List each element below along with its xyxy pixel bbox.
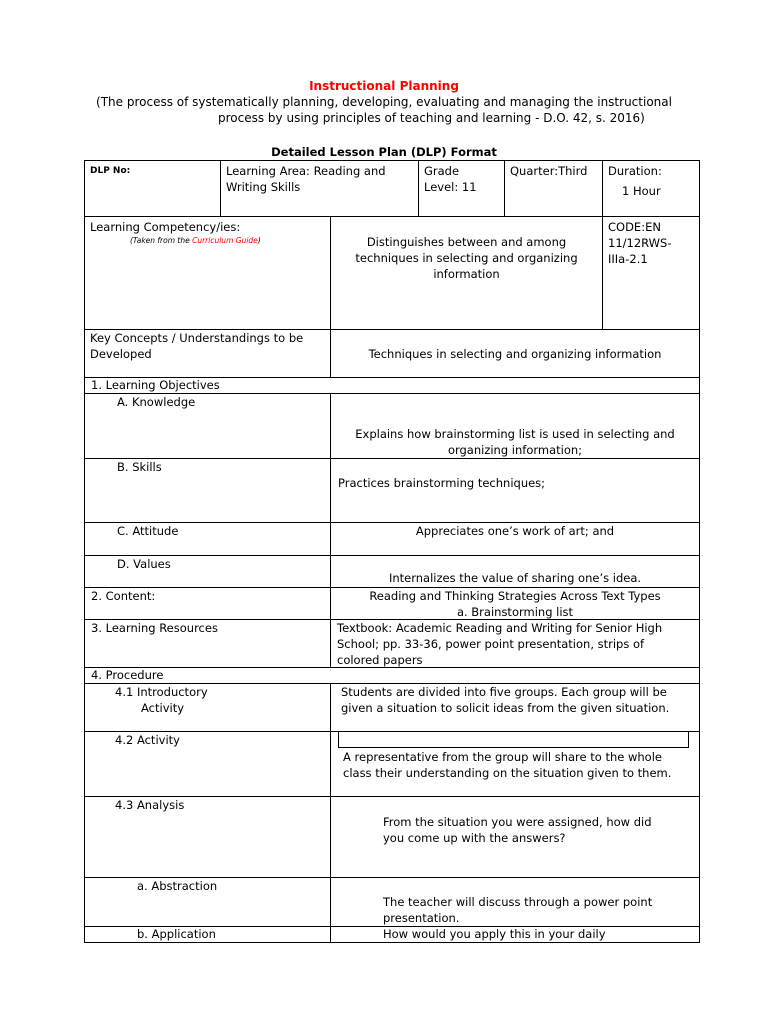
key-concepts-text-cell [330,329,700,378]
abstraction-label-cell [84,877,331,927]
application-text-cell [330,926,700,943]
learning-area-line-2: Writing Skills [226,180,301,194]
attitude-label: C. Attitude [117,524,179,538]
abstraction-label: a. Abstraction [137,879,218,893]
values-text-cell [330,555,700,588]
grade-cell [418,160,505,217]
grade-line-2: Level: 11 [424,180,477,194]
knowledge-label-cell [84,393,331,459]
key-concepts-label-line-1: Key Concepts / Understandings to be [90,331,304,345]
subtitle-line-1: (The process of systematically planning, developing, evaluating and managing the instructional [96,95,672,109]
learning-objectives-heading-cell [84,377,700,394]
activity-label: 4.2 Activity [115,733,180,747]
application-label-cell [84,926,331,943]
resources-text-line-2: School; pp. 33-36, power point presentation, strips of [337,637,645,651]
procedure-heading: 4. Procedure [91,668,164,682]
learning-area-line-1: Learning Area: Reading and [226,164,386,178]
table-title: Detailed Lesson Plan (DLP) Format [271,145,497,159]
activity-inner-box [338,731,689,748]
duration-label: Duration: [608,164,662,178]
attitude-text-cell [330,522,700,556]
skills-text-cell [330,458,700,523]
analysis-text-line-2: you come up with the answers? [383,831,566,845]
knowledge-text-cell [330,393,700,459]
application-text: How would you apply this in your daily [383,927,606,941]
resources-label: 3. Learning Resources [91,621,218,635]
duration-cell [602,160,700,217]
skills-label: B. Skills [117,460,162,474]
content-text-cell [330,587,700,620]
knowledge-text-line-2: organizing information; [447,443,583,457]
application-label: b. Application [137,927,216,941]
values-label: D. Values [117,557,171,571]
learning-area-cell [220,160,419,217]
knowledge-text-line-1: Explains how brainstorming list is used in selecting and [355,427,675,441]
analysis-label: 4.3 Analysis [115,798,185,812]
introductory-text-line-1: Students are divided into five groups. Each group will be [341,685,667,699]
content-label: 2. Content: [91,589,156,603]
code-line-1: CODE:EN [608,220,661,234]
key-concepts-label-cell [84,329,331,378]
activity-text-line-1: A representative from the group will share to the whole [343,750,662,764]
competency-text-line-1: Distinguishes between and among [366,235,567,249]
attitude-label-cell [84,522,331,556]
resources-text-line-3: colored papers [337,653,423,667]
curriculum-guide-link: Curriculum Guide [192,236,258,245]
knowledge-label: A. Knowledge [117,395,196,409]
values-label-cell [84,555,331,588]
activity-text-line-2: class their understanding on the situation given to them. [343,766,672,780]
curriculum-guide-note: (Taken from the Curriculum Guide) [130,236,261,245]
skills-label-cell [84,458,331,523]
abstraction-text-line-1: The teacher will discuss through a power point [383,895,653,909]
content-text-line-2: a. Brainstorming list [456,605,574,619]
analysis-label-cell [84,796,331,878]
analysis-text-line-1: From the situation you were assigned, how did [383,815,652,829]
resources-label-cell [84,619,331,668]
procedure-heading-cell [84,667,700,684]
analysis-text-cell [330,796,700,878]
introductory-text-line-2: given a situation to solicit ideas from the given situation. [341,701,670,715]
competency-label: Learning Competency/ies: [90,220,241,234]
activity-label-cell [84,731,331,797]
code-line-2: 11/12RWS- [608,236,672,250]
values-text: Internalizes the value of sharing one’s idea. [388,571,642,585]
key-concepts-text: Techniques in selecting and organizing information [368,347,662,361]
competency-code-cell [602,216,700,330]
content-label-cell [84,587,331,620]
resources-text-line-1: Textbook: Academic Reading and Writing for Senior High [337,621,663,635]
competency-text-cell [330,216,603,330]
dlp-no-cell [84,160,221,217]
duration-value: 1 Hour [622,184,661,198]
quarter-cell [504,160,603,217]
introductory-label-line-1: 4.1 Introductory [115,685,208,699]
quarter-label: Quarter:Third [510,164,588,178]
subtitle-line-2: process by using principles of teaching and learning - D.O. 42, s. 2016) [218,111,645,125]
competency-label-cell [84,216,331,330]
competency-text-line-3: information [433,267,500,281]
competency-text-line-2: techniques in selecting and organizing [355,251,578,265]
page-title: Instructional Planning [309,79,459,93]
learning-objectives-heading: 1. Learning Objectives [91,378,220,392]
resources-text-cell [330,619,700,668]
code-line-3: IIIa-2.1 [608,252,648,266]
introductory-label-cell [84,683,331,732]
attitude-text: Appreciates one’s work of art; and [415,524,615,538]
introductory-text-cell [330,683,700,732]
introductory-label-line-2: Activity [141,701,185,715]
dlp-no-label: DLP No: [90,166,131,176]
skills-text: Practices brainstorming techniques; [338,476,546,490]
content-text-line-1: Reading and Thinking Strategies Across Text Types [369,589,661,603]
abstraction-text-line-2: presentation. [383,911,460,925]
grade-line-1: Grade [424,164,460,178]
key-concepts-label-line-2: Developed [90,347,152,361]
abstraction-text-cell [330,877,700,927]
